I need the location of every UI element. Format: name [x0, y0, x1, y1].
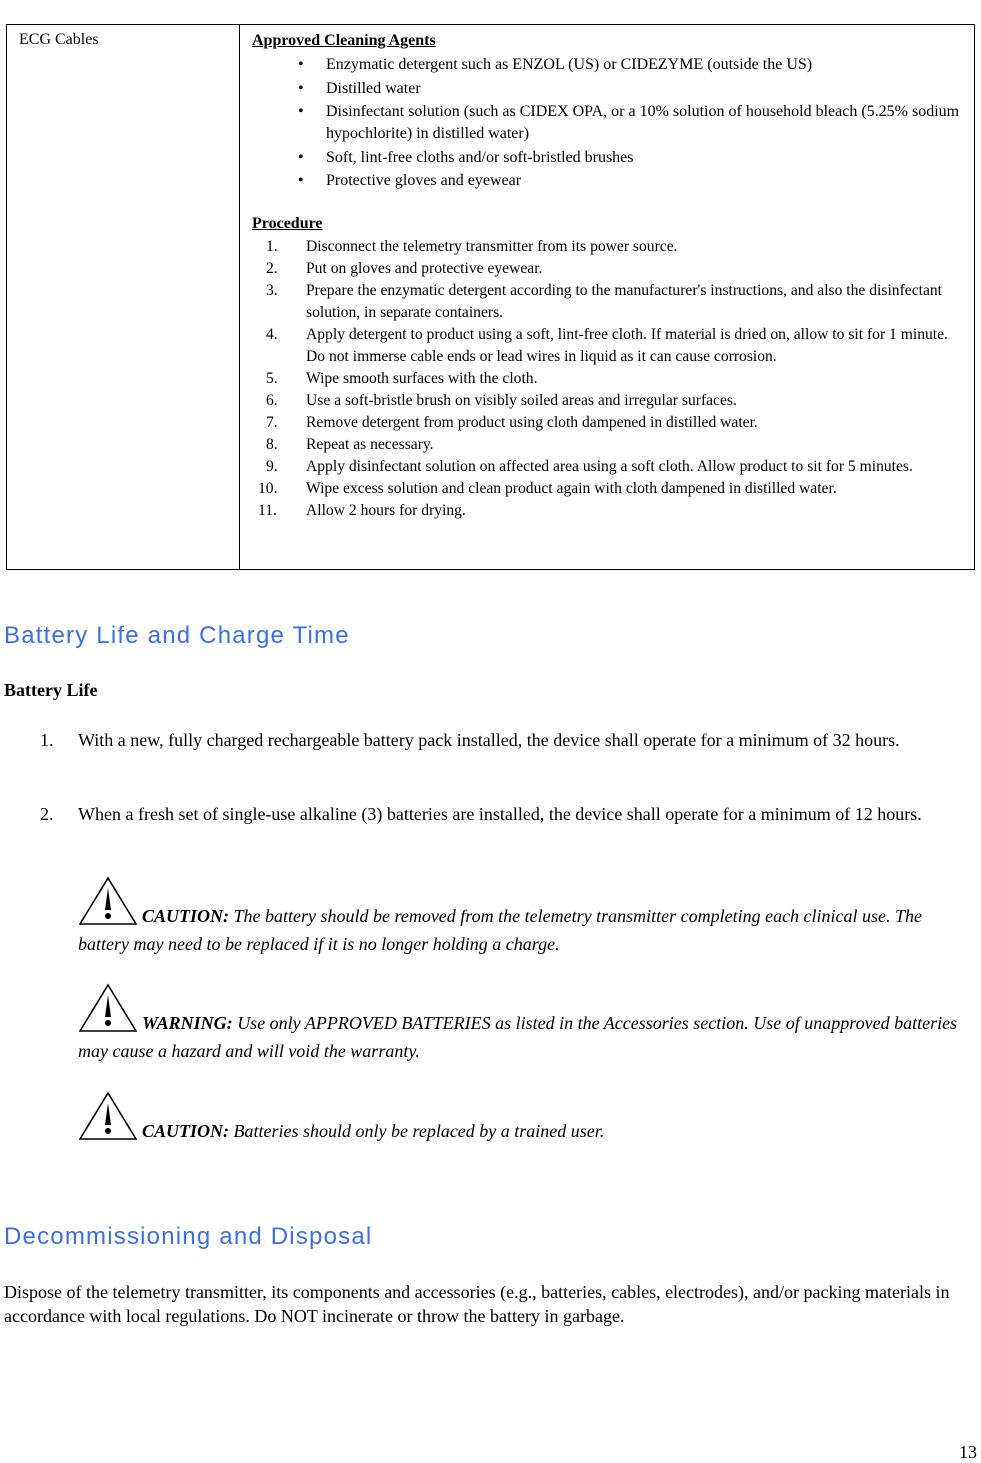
- list-item: 2. When a fresh set of single-use alkaline (3) batteries are installed, the device shall operate for a minimum of 12 hours.: [40, 804, 922, 824]
- list-item: 5. Wipe smooth surfaces with the cloth.: [266, 370, 538, 387]
- bullet-icon: •: [298, 56, 304, 73]
- caution-notice: CAUTION: Batteries should only be replaced by a trained user.: [78, 1091, 958, 1147]
- warning-triangle-icon: [78, 876, 138, 932]
- list-item: 1. With a new, fully charged rechargeable battery pack installed, the device shall operate for a minimum of 32 hours.: [40, 730, 900, 750]
- agents-heading: Approved Cleaning Agents: [252, 32, 436, 49]
- list-item: • Soft, lint-free cloths and/or soft-bristled brushes: [252, 147, 964, 169]
- list-item: • Disinfectant solution (such as CIDEX OPA, or a 10% solution of household bleach (5.25% sodium hypochlorite) in distilled water): [298, 103, 960, 142]
- procedure-heading: Procedure: [252, 215, 323, 232]
- list-item: 7. Remove detergent from product using cloth dampened in distilled water.: [266, 414, 758, 431]
- list-item: 2. Put on gloves and protective eyewear.: [266, 260, 543, 277]
- warning-triangle-icon: [78, 983, 138, 1039]
- list-item: 3. Prepare the enzymatic detergent according to the manufacturer's instructions, and also the disinfectant solution, in separate containers.: [266, 282, 943, 321]
- agents-list: [252, 54, 964, 192]
- bullet-icon: •: [298, 103, 304, 120]
- list-item: 11. Allow 2 hours for drying.: [258, 502, 466, 519]
- disposal-paragraph: Dispose of the telemetry transmitter, its components and accessories (e.g., batteries, cables, electrodes), and/or packing materials in accordance with local regulations. Do NOT incinerate or throw the battery in garbage.: [4, 1282, 950, 1326]
- bullet-icon: •: [298, 172, 304, 189]
- item-name: ECG Cables: [19, 31, 99, 48]
- bullet-icon: •: [298, 148, 304, 166]
- list-item: 8. Repeat as necessary.: [266, 436, 434, 453]
- bullet-icon: •: [298, 79, 304, 97]
- cleaning-table: [6, 24, 975, 570]
- list-item: 9. Apply disinfectant solution on affected area using a soft cloth. Allow product to sit for 5 minutes.: [266, 458, 913, 475]
- list-item: 10. Wipe excess solution and clean product again with cloth dampened in distilled water.: [258, 480, 837, 497]
- item-cell: [7, 25, 240, 570]
- table-row: [7, 25, 975, 570]
- list-item: • Distilled water: [252, 78, 964, 100]
- list-item: • Protective gloves and eyewear: [252, 170, 964, 192]
- battery-life-subheading: Battery Life: [4, 680, 98, 700]
- procedure-steps: [252, 236, 964, 522]
- warning-notice: WARNING: Use only APPROVED BATTERIES as listed in the Accessories section. Use of unapproved batteries may cause a hazard and will void the warranty.: [78, 983, 958, 1063]
- battery-section-heading: Battery Life and Charge Time: [4, 622, 350, 649]
- list-item: 1. Disconnect the telemetry transmitter from its power source.: [266, 238, 678, 255]
- detail-cell: [240, 25, 975, 570]
- list-item: • Enzymatic detergent such as ENZOL (US) or CIDEZYME (outside the US): [252, 54, 964, 76]
- caution-notice: CAUTION: The battery should be removed from the telemetry transmitter completing each clinical use. The battery may need to be replaced if it is no longer holding a charge.: [78, 876, 958, 956]
- page-number: 13: [959, 1442, 977, 1462]
- disposal-section-heading: Decommissioning and Disposal: [4, 1223, 373, 1250]
- warning-triangle-icon: [78, 1091, 138, 1147]
- list-item: 6. Use a soft-bristle brush on visibly soiled areas and irregular surfaces.: [266, 392, 737, 409]
- list-item: 4. Apply detergent to product using a soft, lint-free cloth. If material is dried on, allow to sit for 1 minute. Do not immerse cable ends or lead wires in liquid as it can cause corrosion.: [266, 326, 948, 365]
